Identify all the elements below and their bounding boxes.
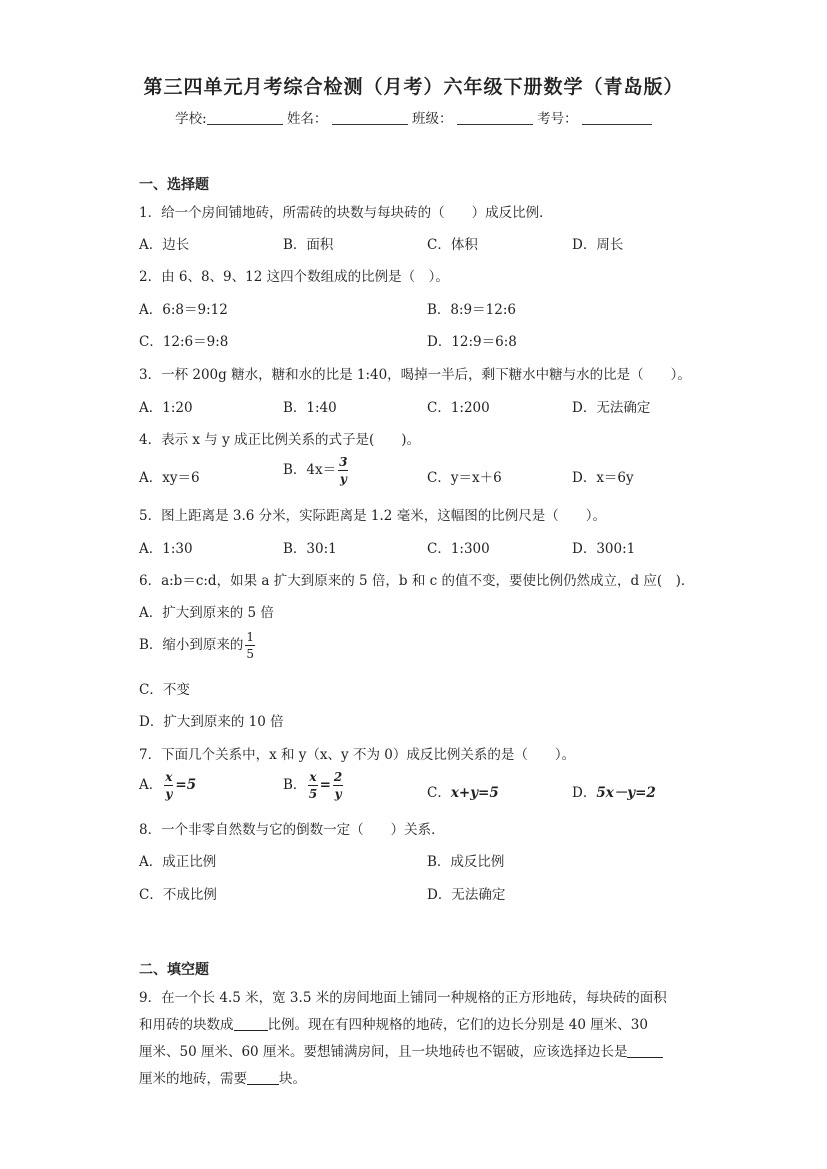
- school-blank[interactable]: [207, 110, 283, 125]
- section-title-fill: 二、填空题: [139, 962, 209, 978]
- q4-option-b[interactable]: [283, 456, 350, 485]
- question-6: 6．a:b＝c:d，如果 a 扩大到原来的 5 倍，b 和 c 的值不变，要使比例仍然成立，d 应( )．: [139, 573, 695, 589]
- q3-option-b[interactable]: B．1:40: [283, 400, 337, 416]
- q1-option-a[interactable]: A．边长: [139, 237, 190, 253]
- q7-a-fraction: [164, 771, 173, 800]
- number-blank[interactable]: [582, 110, 652, 125]
- question-1: 1．给一个房间铺地砖，所需砖的块数与每块砖的（ ）成反比例．: [139, 205, 553, 221]
- q1-option-b[interactable]: B．面积: [283, 237, 334, 253]
- q7-b-prefix: B．: [283, 777, 307, 793]
- page-title: 第三四单元月考综合检测（月考）六年级下册数学（青岛版）: [143, 76, 684, 98]
- section-title-choice: 一、选择题: [139, 177, 209, 193]
- q9-line-3: [139, 1039, 699, 1066]
- q9-line-2b: 比例。现在有四种规格的地砖，它们的边长分别是 40 厘米、30: [267, 1017, 648, 1033]
- q4-b-denominator: y: [339, 472, 347, 486]
- q7-c-prefix: C．: [427, 785, 451, 801]
- q6-option-b[interactable]: [139, 631, 257, 660]
- q2-option-a[interactable]: A．6:8＝9:12: [139, 302, 228, 318]
- school-label: 学校:: [175, 111, 207, 127]
- class-label: 班级：: [412, 111, 453, 127]
- q3-option-a[interactable]: A．1:20: [139, 400, 193, 416]
- q4-b-prefix: B．4x＝: [283, 462, 337, 478]
- class-blank[interactable]: [457, 110, 533, 125]
- question-3: 3．一杯 200g 糖水，糖和水的比是 1:40，喝掉一半后，剩下糖水中糖与水的比是（ ）。: [139, 367, 691, 383]
- q9-blank-2[interactable]: [627, 1043, 663, 1058]
- q7-option-b[interactable]: [283, 771, 345, 800]
- q4-option-d[interactable]: D．x＝6y: [572, 470, 634, 486]
- q6-b-denominator: 5: [246, 647, 255, 661]
- q7-a-prefix: A．: [139, 777, 163, 793]
- q4-b-numerator: 3: [339, 455, 348, 469]
- q7-b-denominator-2: y: [334, 787, 342, 801]
- q2-option-d[interactable]: D．12:9＝6:8: [427, 334, 517, 350]
- q7-b-fraction-1: [308, 771, 317, 800]
- q7-b-equals: =: [319, 777, 331, 793]
- q5-option-d[interactable]: D．300:1: [572, 541, 636, 557]
- q9-line-1: 9．在一个长 4.5 米，宽 3.5 米的房间地面上铺同一种规格的正方形地砖，每块砖的面积: [139, 990, 667, 1006]
- question-7: 7．下面几个关系中，x 和 y（x、y 不为 0）成反比例关系的是（ ）。: [139, 747, 576, 763]
- q7-option-d[interactable]: [572, 781, 656, 801]
- q7-option-a[interactable]: [139, 771, 196, 800]
- q8-option-c[interactable]: C．不成比例: [139, 887, 217, 903]
- q7-a-suffix: =5: [175, 777, 197, 793]
- q1-option-c[interactable]: C．体积: [427, 237, 478, 253]
- q5-option-c[interactable]: C．1:300: [427, 541, 490, 557]
- q7-b-numerator-1: x: [309, 770, 317, 784]
- number-label: 考号：: [537, 111, 578, 127]
- q7-b-denominator-1: 5: [308, 787, 318, 801]
- q7-b-fraction-2: [333, 771, 343, 800]
- q6-option-a[interactable]: A．扩大到原来的 5 倍: [139, 605, 274, 621]
- q3-option-d[interactable]: D．无法确定: [572, 400, 651, 416]
- q9-line-4b: 块。: [279, 1071, 306, 1087]
- q7-b-numerator-2: 2: [333, 770, 343, 784]
- question-2: 2．由 6、8、9、12 这四个数组成的比例是（ ）。: [139, 269, 449, 285]
- q6-option-d[interactable]: D．扩大到原来的 10 倍: [139, 714, 284, 730]
- q2-option-b[interactable]: B．8:9＝12:6: [427, 302, 516, 318]
- q7-option-c[interactable]: [427, 781, 499, 801]
- question-8: 8．一个非零自然数与它的倒数一定（ ）关系．: [139, 822, 445, 838]
- q7-a-denominator: y: [165, 787, 173, 801]
- q9-line-3a: 厘米、50 厘米、60 厘米。要想铺满房间，且一块地砖也不锯破，应该选择边长是: [139, 1044, 628, 1060]
- q8-option-b[interactable]: B．成反比例: [427, 854, 505, 870]
- q7-d-expression: 5x－y=2: [596, 785, 656, 801]
- question-5: 5．图上距离是 3.6 分米，实际距离是 1.2 毫米，这幅图的比例尺是（ ）。: [139, 508, 606, 524]
- q6-b-prefix: B．缩小到原来的: [139, 637, 244, 653]
- q4-b-fraction: [338, 456, 348, 485]
- q1-option-d[interactable]: D．周长: [572, 237, 624, 253]
- question-9: [139, 985, 699, 1093]
- q7-a-numerator: x: [165, 770, 173, 784]
- q6-b-fraction: [245, 631, 255, 660]
- q8-option-a[interactable]: A．成正比例: [139, 854, 217, 870]
- question-4: 4．表示 x 与 y 成正比例关系的式子是( )。: [139, 432, 421, 448]
- name-label: 姓名：: [286, 111, 328, 127]
- q9-line-4a: 厘米的地砖，需要: [139, 1071, 247, 1087]
- q9-line-4: [139, 1066, 699, 1093]
- q2-option-c[interactable]: C．12:6＝9:8: [139, 334, 229, 350]
- name-blank[interactable]: [332, 110, 408, 125]
- q4-option-a[interactable]: A．xy＝6: [139, 470, 200, 486]
- q9-blank-3[interactable]: [247, 1070, 279, 1085]
- q9-line-2: [139, 1012, 699, 1039]
- q8-option-d[interactable]: D．无法确定: [427, 887, 506, 903]
- q7-d-prefix: D．: [572, 785, 597, 801]
- q9-line-2a: 和用砖的块数成: [139, 1017, 234, 1033]
- q5-option-a[interactable]: A．1:30: [139, 541, 193, 557]
- q7-c-expression: x+y=5: [450, 785, 499, 801]
- q4-option-c[interactable]: C．y＝x＋6: [427, 470, 502, 486]
- q9-blank-1[interactable]: [234, 1016, 268, 1031]
- q5-option-b[interactable]: B．30:1: [283, 541, 337, 557]
- q6-b-numerator: 1: [246, 630, 255, 644]
- q6-option-c[interactable]: C．不变: [139, 682, 190, 698]
- q3-option-c[interactable]: C．1:200: [427, 400, 490, 416]
- student-info-line: [0, 107, 827, 127]
